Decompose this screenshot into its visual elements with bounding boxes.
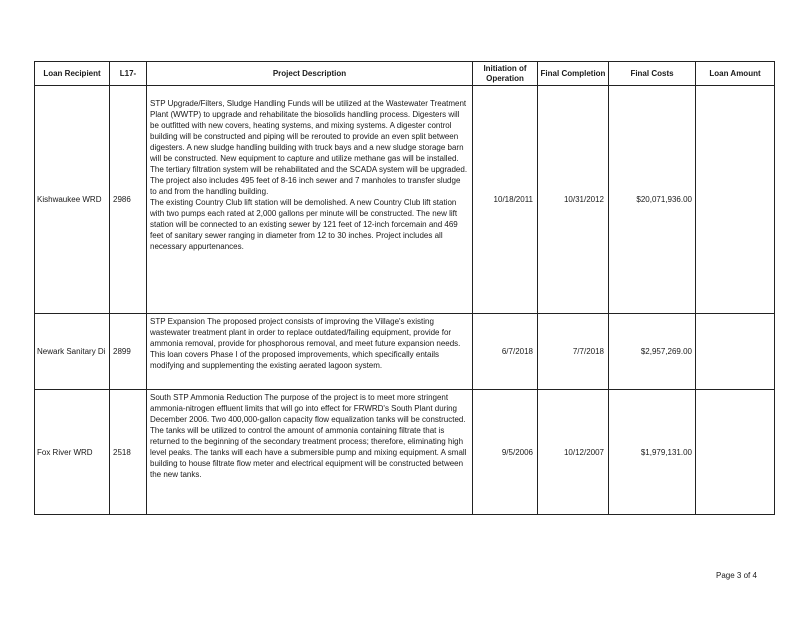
header-project-description: Project Description xyxy=(147,62,473,86)
header-row xyxy=(35,62,775,86)
header-final-costs: Final Costs xyxy=(609,62,696,86)
cell-initiation-date: 9/5/2006 xyxy=(473,390,538,515)
header-final-completion: Final Completion xyxy=(538,62,609,86)
cell-loan-recipient: Fox River WRD xyxy=(35,390,110,515)
cell-initiation-date: 10/18/2011 xyxy=(473,86,538,314)
page-number: Page 3 of 4 xyxy=(716,571,757,580)
description-paragraph: The existing Country Club lift station will be demolished. A new Country Club lift station with two pumps each rated at 2,000 gallons per minute will be constructed. The new lift station will be connected to an existing sewer by 121 feet of 12-inch forcemain and 469 feet of sanitary sewer ranging in diameter from 12 to 30 inches. Project includes all necessary appurtenances. xyxy=(150,198,458,251)
cell-loan-recipient: Newark Sanitary Di xyxy=(35,314,110,390)
cell-final-costs: $20,071,936.00 xyxy=(609,86,696,314)
table-row xyxy=(35,390,775,515)
header-loan-recipient: Loan Recipient xyxy=(35,62,110,86)
table-row xyxy=(35,314,775,390)
header-initiation-of-operation: Initiation of Operation xyxy=(473,62,538,86)
cell-final-costs: $1,979,131.00 xyxy=(609,390,696,515)
cell-project-description: STP Expansion The proposed project consists of improving the Village's existing wastewater treatment plant in order to replace outdated/failing equipment, provide for ammonia removal, provide for phosphorous removal, and meet future expansion needs. This loan covers Phase I of the proposed improvements, which specifically entails modifying and supplementing the existing aerated lagoon system. xyxy=(147,314,473,390)
cell-loan-amount xyxy=(696,390,775,515)
cell-l17: 2899 xyxy=(110,314,147,390)
header-loan-amount: Loan Amount xyxy=(696,62,775,86)
cell-completion-date: 7/7/2018 xyxy=(538,314,609,390)
cell-project-description: South STP Ammonia Reduction The purpose of the project is to meet more stringent ammonia-nitrogen effluent limits that will go into effect for FRWRD's South Plant during December 2006. Two 400,000-gallon capacity flow equalization tanks will be constructed. The tanks will be utilized to control the amount of ammonia containing filtrate that is returned to the beginning of the secondary treatment process; therefore, eliminating high level peaks. The tanks will each have a submersible pump and mixing equipment. A small building to house filtrate flow meter and electrical equipment will be constructed between the new tanks. xyxy=(147,390,473,515)
loan-table xyxy=(34,61,775,515)
cell-loan-amount xyxy=(696,86,775,314)
table-row xyxy=(35,86,775,314)
cell-completion-date: 10/31/2012 xyxy=(538,86,609,314)
cell-loan-amount xyxy=(696,314,775,390)
header-l17: L17- xyxy=(110,62,147,86)
cell-loan-recipient: Kishwaukee WRD xyxy=(35,86,110,314)
cell-l17: 2518 xyxy=(110,390,147,515)
cell-l17: 2986 xyxy=(110,86,147,314)
cell-completion-date: 10/12/2007 xyxy=(538,390,609,515)
description-paragraph: STP Upgrade/Filters, Sludge Handling Funds will be utilized at the Wastewater Treatment Plant (WWTP) to upgrade and rehabilitate the biosolids handling process. Digesters will be outfitted with new covers, heating systems, and mixing systems. A digester control building will be constructed and piping will be rerouted to provide an even split between digesters. A new sludge handling building with truck bays and a new sludge storage barn will be constructed. New equipment to capture and utilize methane gas will be installed. The tertiary filtration system will be rehabilitated and the SCADA system will be upgraded. The project also includes 495 feet of 8-16 inch sewer and 7 manholes to transfer sludge to and from the handling building. xyxy=(150,99,468,196)
cell-project-description xyxy=(147,86,473,314)
cell-final-costs: $2,957,269.00 xyxy=(609,314,696,390)
cell-initiation-date: 6/7/2018 xyxy=(473,314,538,390)
